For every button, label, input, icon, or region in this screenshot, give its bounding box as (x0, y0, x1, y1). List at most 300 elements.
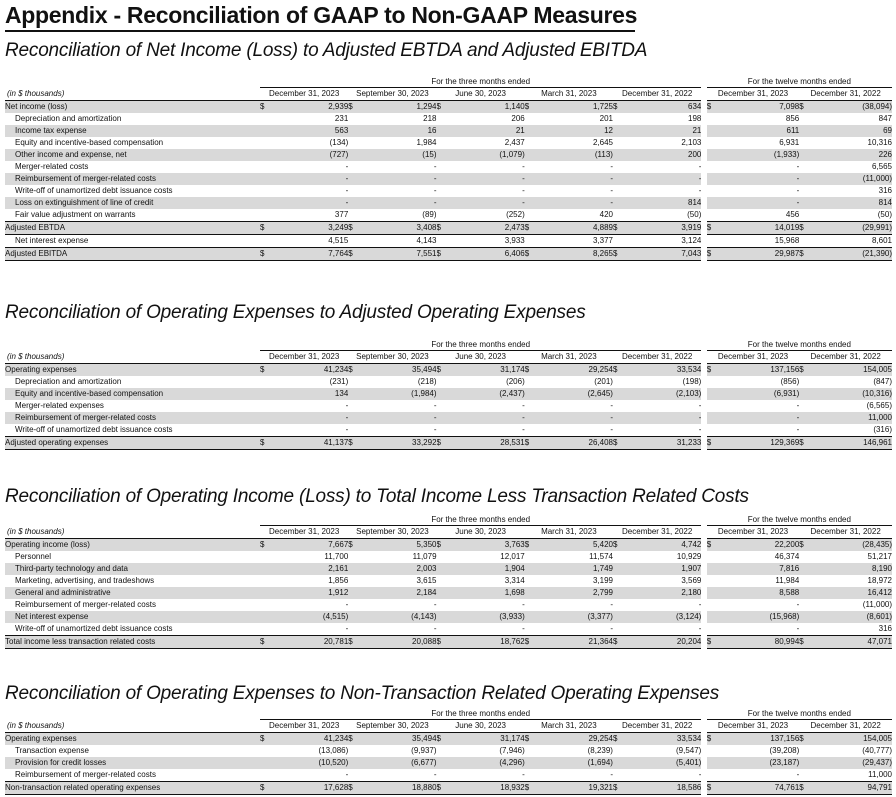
value-cell: (2,437) (447, 388, 524, 400)
value-cell: (6,565) (866, 401, 892, 410)
value-cell: 1,749 (536, 563, 613, 575)
currency-symbol (437, 412, 448, 424)
currency-symbol (525, 376, 536, 388)
value-cell: (50) (877, 210, 892, 219)
currency-symbol (437, 125, 448, 137)
row-label: Transaction expense (15, 746, 89, 755)
column-header-three-month: March 31, 2023 (525, 88, 613, 101)
currency-symbol: $ (707, 733, 718, 746)
currency-symbol (613, 587, 624, 599)
table-row (5, 623, 892, 636)
currency-symbol: $ (799, 248, 810, 261)
currency-symbol (525, 235, 536, 248)
value-cell: (231) (329, 377, 349, 386)
currency-symbol (260, 137, 271, 149)
value-cell: 8,601 (871, 236, 892, 245)
value-cell: 1,984 (416, 138, 437, 147)
row-label: Equity and incentive-based compensation (5, 388, 260, 400)
row-label: Net interest expense (5, 611, 260, 623)
currency-symbol (348, 587, 359, 599)
currency-symbol: $ (260, 539, 271, 552)
currency-symbol (799, 587, 810, 599)
value-cell: (9,937) (411, 746, 437, 755)
currency-symbol (707, 575, 718, 587)
value-cell: (847) (873, 377, 892, 386)
row-label: Adjusted EBITDA (5, 248, 260, 261)
currency-symbol (707, 563, 718, 575)
value-cell: (3,377) (536, 611, 613, 623)
column-header-three-month: December 31, 2022 (613, 720, 701, 733)
value-cell: 6,406 (447, 248, 524, 261)
table-row (5, 149, 892, 161)
value-cell: - (610, 770, 613, 779)
value-cell: 2,645 (592, 138, 613, 147)
value-cell: (4,296) (447, 757, 524, 769)
value-cell: 8,190 (810, 563, 892, 575)
currency-symbol (799, 575, 810, 587)
value-cell: (201) (594, 377, 613, 386)
value-cell: 1,725 (536, 101, 613, 114)
reconciliation-table-adjusted-opex (5, 340, 892, 450)
value-cell: - (796, 162, 800, 171)
currency-symbol (707, 400, 718, 412)
value-cell: - (717, 412, 799, 424)
value-cell: - (522, 186, 525, 195)
row-label: Third-party technology and data (5, 563, 260, 575)
value-cell: - (624, 412, 702, 424)
currency-symbol (348, 161, 359, 173)
value-cell: - (345, 600, 349, 609)
currency-symbol: $ (799, 539, 810, 552)
period-group-header (5, 709, 892, 720)
currency-symbol (707, 388, 718, 400)
currency-symbol (613, 113, 624, 125)
value-cell: 69 (810, 125, 892, 137)
value-cell: (8,239) (587, 746, 613, 755)
value-cell: 41,234 (271, 733, 348, 746)
value-cell: - (522, 425, 525, 434)
row-label: Depreciation and amortization (15, 114, 122, 123)
value-cell: 420 (599, 210, 613, 219)
currency-symbol (799, 412, 810, 424)
currency-symbol (348, 769, 359, 782)
currency-symbol (525, 412, 536, 424)
value-cell: 856 (785, 114, 800, 123)
currency-symbol (707, 611, 718, 623)
value-cell: - (796, 186, 800, 195)
table-row (5, 197, 892, 209)
currency-symbol (799, 173, 810, 185)
value-cell: 2,473 (447, 222, 524, 235)
currency-symbol (348, 197, 359, 209)
currency-symbol (437, 235, 448, 248)
row-label: Reimbursement of merger-related costs (15, 600, 156, 609)
value-cell: - (433, 425, 437, 434)
value-cell: 4,742 (624, 539, 702, 552)
value-cell: - (610, 162, 613, 171)
currency-symbol: $ (437, 248, 448, 261)
currency-symbol: $ (260, 733, 271, 746)
currency-symbol (260, 623, 271, 636)
value-cell: (11,000) (862, 600, 892, 609)
currency-symbol: $ (799, 101, 810, 114)
value-cell: 12 (536, 125, 613, 137)
value-cell: - (522, 401, 525, 410)
currency-symbol (707, 235, 718, 248)
value-cell: 16,412 (810, 587, 892, 599)
value-cell: 206 (511, 114, 525, 123)
value-cell: 80,994 (717, 636, 799, 649)
value-cell: 94,791 (810, 782, 892, 795)
table-row (5, 125, 892, 137)
value-cell: 134 (271, 388, 348, 400)
value-cell: 26,408 (536, 437, 613, 450)
currency-symbol: $ (437, 364, 448, 377)
value-cell: - (796, 425, 800, 434)
currency-symbol (613, 424, 624, 437)
table-row (5, 376, 892, 388)
currency-symbol: $ (799, 636, 810, 649)
currency-symbol (260, 388, 271, 400)
section-title-net-income-ebitda: Reconciliation of Net Income (Loss) to Adjusted EBTDA and Adjusted EBITDA (5, 40, 648, 61)
value-cell: 154,005 (810, 364, 892, 377)
value-cell: 11,000 (868, 770, 892, 779)
currency-symbol (613, 551, 624, 563)
value-cell: - (522, 624, 525, 633)
currency-symbol (707, 149, 718, 161)
value-cell: 35,494 (359, 364, 436, 377)
value-cell: 2,180 (624, 587, 702, 599)
currency-symbol (348, 137, 359, 149)
currency-symbol: $ (525, 248, 536, 261)
currency-symbol (525, 137, 536, 149)
table-row (5, 412, 892, 424)
column-header-twelve-month: December 31, 2023 (707, 88, 800, 101)
currency-symbol (799, 563, 810, 575)
currency-symbol (525, 173, 536, 185)
currency-symbol: $ (437, 222, 448, 235)
value-cell: 3,199 (592, 576, 613, 585)
currency-symbol (707, 551, 718, 563)
value-cell: 20,781 (271, 636, 348, 649)
currency-symbol (260, 185, 271, 197)
value-cell: 10,316 (867, 138, 892, 147)
value-cell: - (610, 401, 613, 410)
value-cell: 3,933 (504, 236, 525, 245)
value-cell: 2,939 (271, 101, 348, 114)
value-cell: 20,204 (624, 636, 702, 649)
value-cell: 1,294 (359, 101, 436, 114)
currency-symbol (799, 125, 810, 137)
blank-cell (5, 340, 260, 351)
currency-symbol (799, 161, 810, 173)
currency-symbol: $ (707, 364, 718, 377)
currency-symbol: $ (613, 364, 624, 377)
value-cell: (21,390) (810, 248, 892, 261)
currency-symbol (348, 575, 359, 587)
value-cell: 7,098 (717, 101, 799, 114)
currency-symbol (437, 388, 448, 400)
currency-symbol (348, 388, 359, 400)
currency-symbol (525, 575, 536, 587)
value-cell: 231 (334, 114, 349, 123)
row-label: Non-transaction related operating expenses (5, 782, 260, 795)
currency-symbol (348, 185, 359, 197)
value-cell: 3,919 (624, 222, 702, 235)
currency-symbol: $ (707, 539, 718, 552)
currency-symbol (707, 185, 718, 197)
value-cell: (15,968) (717, 611, 799, 623)
value-cell: - (536, 197, 613, 209)
currency-symbol (613, 757, 624, 769)
currency-symbol: $ (260, 782, 271, 795)
currency-symbol: $ (260, 437, 271, 450)
value-cell: (2,645) (536, 388, 613, 400)
currency-symbol (525, 611, 536, 623)
value-cell: (23,187) (717, 757, 799, 769)
value-cell: (7,946) (499, 746, 525, 755)
currency-symbol (799, 185, 810, 197)
currency-symbol (707, 113, 718, 125)
value-cell: 198 (688, 114, 702, 123)
table-row (5, 364, 892, 377)
table-row (5, 551, 892, 563)
value-cell: - (717, 197, 799, 209)
currency-symbol: $ (613, 539, 624, 552)
units-label: (in $ thousands) (5, 351, 260, 364)
currency-symbol (613, 769, 624, 782)
column-header-twelve-month: December 31, 2022 (799, 351, 892, 364)
value-cell: 11,700 (324, 552, 349, 561)
currency-symbol (260, 197, 271, 209)
table-row (5, 400, 892, 412)
column-header-three-month: December 31, 2022 (613, 88, 701, 101)
value-cell: 2,184 (359, 587, 436, 599)
value-cell: - (698, 186, 702, 195)
value-cell: - (359, 197, 436, 209)
column-header-twelve-month: December 31, 2022 (799, 720, 892, 733)
currency-symbol (260, 551, 271, 563)
value-cell: 74,761 (717, 782, 799, 795)
value-cell: - (698, 770, 702, 779)
currency-symbol: $ (707, 248, 718, 261)
currency-symbol (799, 197, 810, 209)
value-cell: 218 (423, 114, 437, 123)
value-cell: (10,520) (271, 757, 348, 769)
value-cell: 6,931 (779, 138, 800, 147)
currency-symbol (525, 197, 536, 209)
value-cell: 146,961 (810, 437, 892, 450)
currency-symbol: $ (799, 437, 810, 450)
table-row (5, 733, 892, 746)
row-label: Merger-related costs (15, 162, 89, 171)
currency-symbol: $ (525, 636, 536, 649)
twelve-months-group-label: For the twelve months ended (707, 340, 892, 351)
currency-symbol (348, 125, 359, 137)
currency-symbol (613, 376, 624, 388)
table-total-row (5, 222, 892, 235)
value-cell: - (447, 173, 524, 185)
column-header-three-month: December 31, 2023 (260, 720, 348, 733)
row-label: Operating expenses (5, 364, 260, 377)
currency-symbol: $ (348, 101, 359, 114)
twelve-months-group-label: For the twelve months ended (707, 515, 892, 526)
currency-symbol (525, 424, 536, 437)
column-header-three-month: September 30, 2023 (348, 351, 436, 364)
twelve-months-group-label: For the twelve months ended (707, 77, 892, 88)
period-group-header (5, 77, 892, 88)
currency-symbol (437, 209, 448, 222)
period-group-header (5, 515, 892, 526)
value-cell: - (796, 624, 800, 633)
value-cell: 20,088 (359, 636, 436, 649)
value-cell: 3,124 (681, 236, 702, 245)
period-group-header (5, 340, 892, 351)
column-header-twelve-month: December 31, 2022 (799, 88, 892, 101)
value-cell: 1,904 (447, 563, 524, 575)
value-cell: (13,086) (318, 746, 349, 755)
row-label: Net interest expense (15, 236, 89, 245)
row-label: Operating expenses (5, 733, 260, 746)
currency-symbol (799, 611, 810, 623)
currency-symbol (525, 125, 536, 137)
table-row (5, 235, 892, 248)
value-cell: 200 (624, 149, 702, 161)
value-cell: - (698, 425, 702, 434)
column-header-twelve-month: December 31, 2022 (799, 526, 892, 539)
currency-symbol (613, 745, 624, 757)
currency-symbol (707, 125, 718, 137)
currency-symbol (613, 412, 624, 424)
table-row (5, 209, 892, 222)
currency-symbol (707, 745, 718, 757)
currency-symbol (799, 376, 810, 388)
value-cell: 2,437 (504, 138, 525, 147)
currency-symbol (613, 611, 624, 623)
reconciliation-table-non-transaction-opex (5, 709, 892, 795)
currency-symbol: $ (799, 364, 810, 377)
column-header-three-month: December 31, 2023 (260, 526, 348, 539)
value-cell: - (610, 186, 613, 195)
value-cell: 154,005 (810, 733, 892, 746)
currency-symbol (348, 623, 359, 636)
value-cell: 18,880 (359, 782, 436, 795)
value-cell: 41,137 (271, 437, 348, 450)
value-cell: 33,534 (624, 733, 702, 746)
table-row (5, 587, 892, 599)
value-cell: 35,494 (359, 733, 436, 746)
value-cell: (29,437) (810, 757, 892, 769)
value-cell: - (796, 600, 800, 609)
column-header-twelve-month: December 31, 2023 (707, 720, 800, 733)
currency-symbol: $ (260, 248, 271, 261)
currency-symbol (707, 412, 718, 424)
value-cell: (9,547) (676, 746, 702, 755)
currency-symbol (525, 623, 536, 636)
table-total-row (5, 437, 892, 450)
value-cell: 4,889 (536, 222, 613, 235)
value-cell: - (717, 173, 799, 185)
currency-symbol (613, 388, 624, 400)
value-cell: (6,677) (359, 757, 436, 769)
value-cell: (5,401) (624, 757, 702, 769)
table-row (5, 101, 892, 114)
value-cell: 129,369 (717, 437, 799, 450)
currency-symbol: $ (348, 364, 359, 377)
value-cell: 2,003 (359, 563, 436, 575)
currency-symbol: $ (437, 636, 448, 649)
value-cell: 14,019 (717, 222, 799, 235)
value-cell: - (271, 412, 348, 424)
column-header-row (5, 720, 892, 733)
value-cell: - (433, 401, 437, 410)
currency-symbol (799, 757, 810, 769)
value-cell: - (345, 186, 349, 195)
table-row (5, 769, 892, 782)
value-cell: - (345, 425, 349, 434)
table-row (5, 137, 892, 149)
column-header-three-month: December 31, 2023 (260, 88, 348, 101)
value-cell: 4,143 (416, 236, 437, 245)
currency-symbol (437, 551, 448, 563)
three-months-group-label: For the three months ended (260, 77, 701, 88)
currency-symbol: $ (613, 636, 624, 649)
currency-symbol (437, 769, 448, 782)
currency-symbol (707, 197, 718, 209)
twelve-months-group-label: For the twelve months ended (707, 709, 892, 720)
currency-symbol (613, 575, 624, 587)
currency-symbol: $ (260, 222, 271, 235)
currency-symbol (437, 611, 448, 623)
currency-symbol (260, 400, 271, 412)
row-label: Marketing, advertising, and tradeshows (15, 576, 155, 585)
table-row (5, 611, 892, 623)
currency-symbol (437, 599, 448, 611)
currency-symbol: $ (613, 782, 624, 795)
currency-symbol (437, 376, 448, 388)
row-label: Net income (loss) (5, 101, 260, 114)
value-cell: (113) (536, 149, 613, 161)
table-total-row (5, 248, 892, 261)
currency-symbol (437, 623, 448, 636)
currency-symbol (260, 209, 271, 222)
currency-symbol (437, 424, 448, 437)
currency-symbol: $ (437, 782, 448, 795)
currency-symbol (348, 424, 359, 437)
value-cell: 3,314 (504, 576, 525, 585)
currency-symbol (437, 137, 448, 149)
value-cell: 611 (717, 125, 799, 137)
value-cell: (29,991) (810, 222, 892, 235)
value-cell: (38,094) (810, 101, 892, 114)
currency-symbol (707, 623, 718, 636)
value-cell: 377 (334, 210, 349, 219)
value-cell: (134) (329, 138, 349, 147)
value-cell: 19,321 (536, 782, 613, 795)
row-label: Provision for credit losses (5, 757, 260, 769)
currency-symbol (799, 149, 810, 161)
value-cell: 18,972 (867, 576, 892, 585)
value-cell: - (447, 412, 524, 424)
value-cell: 41,234 (271, 364, 348, 377)
value-cell: 12,017 (500, 552, 525, 561)
table-row (5, 563, 892, 575)
currency-symbol: $ (348, 222, 359, 235)
currency-symbol (799, 745, 810, 757)
value-cell: 1,912 (271, 587, 348, 599)
row-label: General and administrative (5, 587, 260, 599)
value-cell: 51,217 (867, 552, 892, 561)
